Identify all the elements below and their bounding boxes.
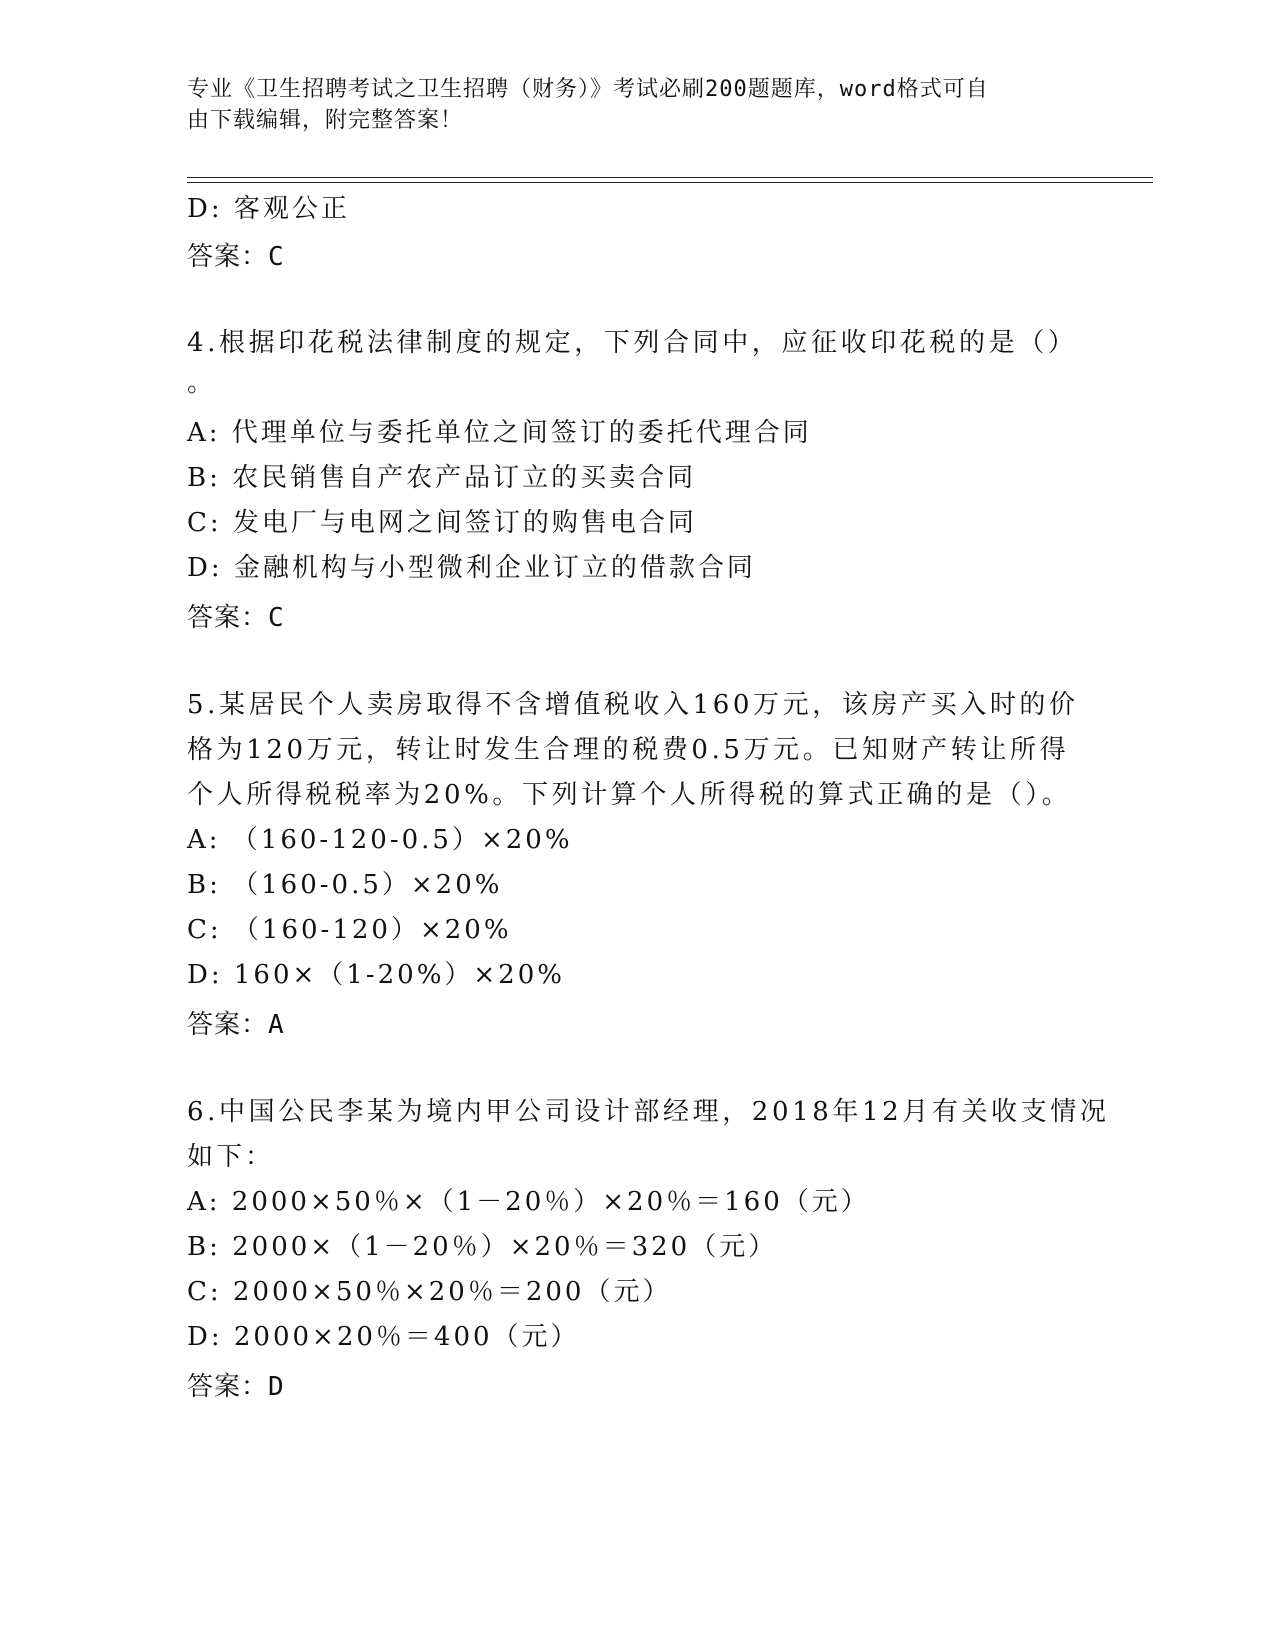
q5-answer: 答案：A bbox=[187, 1010, 285, 1040]
q4-option-c: C: 发电厂与电网之间签订的购售电合同 bbox=[187, 508, 697, 538]
q6-option-b: B: 2000×（1－20％）×20％＝320（元） bbox=[187, 1232, 778, 1262]
q6-stem-line-1: 6.中国公民李某为境内甲公司设计部经理，2018年12月有关收支情况 bbox=[187, 1097, 1110, 1127]
q5-stem-line-3: 个人所得税税率为20%。下列计算个人所得税的算式正确的是（）。 bbox=[187, 780, 1072, 810]
q6-option-d: D: 2000×20％＝400（元） bbox=[187, 1322, 580, 1352]
header-line-1: 专业《卫生招聘考试之卫生招聘（财务）》考试必刷200题题库，word格式可自 bbox=[187, 77, 989, 102]
q4-answer: 答案：C bbox=[187, 603, 285, 633]
q3-answer: 答案：C bbox=[187, 242, 285, 272]
q4-option-d: D: 金融机构与小型微利企业订立的借款合同 bbox=[187, 553, 756, 583]
q4-option-b: B: 农民销售自产农产品订立的买卖合同 bbox=[187, 463, 697, 493]
q6-option-a: A: 2000×50％×（1－20％）×20％＝160（元） bbox=[187, 1187, 870, 1217]
q6-stem-line-2: 如下： bbox=[187, 1142, 275, 1172]
q4-stem-line-2: 。 bbox=[187, 368, 217, 398]
header-divider-bottom bbox=[187, 182, 1153, 183]
q5-stem-line-1: 5.某居民个人卖房取得不含增值税收入160万元，该房产买入时的价 bbox=[187, 690, 1079, 720]
q4-stem-line-1: 4.根据印花税法律制度的规定，下列合同中，应征收印花税的是（） bbox=[187, 328, 1078, 358]
q5-option-c: C: （160-120）×20% bbox=[187, 915, 512, 945]
q4-option-a: A: 代理单位与委托单位之间签订的委托代理合同 bbox=[187, 418, 812, 448]
q6-answer: 答案：D bbox=[187, 1372, 285, 1402]
header-line-2: 由下载编辑，附完整答案！ bbox=[187, 108, 464, 133]
q5-option-d: D: 160×（1-20%）×20% bbox=[187, 960, 565, 990]
q3-option-d: D: 客观公正 bbox=[187, 194, 350, 224]
q6-option-c: C: 2000×50％×20％＝200（元） bbox=[187, 1277, 672, 1307]
header-divider-top bbox=[187, 177, 1153, 178]
q5-stem-line-2: 格为120万元，转让时发生合理的税费0.5万元。已知财产转让所得 bbox=[187, 735, 1070, 765]
q5-option-b: B: （160-0.5）×20% bbox=[187, 870, 503, 900]
q5-option-a: A: （160-120-0.5）×20% bbox=[187, 825, 573, 855]
document-header bbox=[187, 74, 1067, 136]
